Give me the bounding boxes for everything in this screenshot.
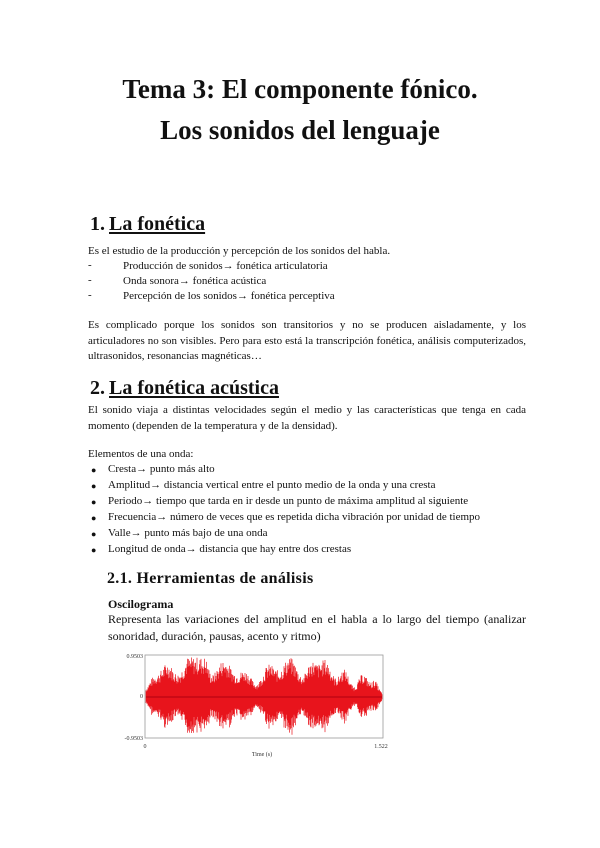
list-item: Longitud de onda→ distancia que hay entre dos crestas xyxy=(108,543,352,555)
oscilogram-description: Representa las variaciones del amplitud en el habla a lo largo del tiempo (analizar sonoridad, duración, pausas, acento y ritmo) xyxy=(108,612,526,643)
bullet-icon: ● xyxy=(91,513,97,523)
list-item: Frecuencia→ número de veces que es repetida dicha vibración por unidad de tiempo xyxy=(108,511,481,523)
bullet-icon: ● xyxy=(91,529,97,539)
bullet-icon: ● xyxy=(91,497,97,507)
list-dash: - xyxy=(88,259,92,271)
section1-number: 1. xyxy=(90,213,105,235)
waveform-trace xyxy=(146,658,382,735)
list-item: Amplitud→ distancia vertical entre el punto medio de la onda y una cresta xyxy=(108,479,436,491)
section1-heading xyxy=(90,214,205,234)
bullet-icon: ● xyxy=(91,481,97,491)
document-title-line1: Tema 3: El componente fónico. xyxy=(122,74,478,104)
list-item: Onda sonora→ fonética acústica xyxy=(123,275,267,287)
oscilogram-title: Oscilograma xyxy=(108,597,174,611)
list-item: Producción de sonidos→ fonética articulatoria xyxy=(123,260,328,272)
x-start-label: 0 xyxy=(143,744,147,750)
list-dash: - xyxy=(88,274,92,286)
y-max-label: 0.9503 xyxy=(126,654,143,660)
list-item: Cresta→ punto más alto xyxy=(108,463,215,475)
section2-title: La fonética acústica xyxy=(109,377,279,399)
section2-paragraph: El sonido viaja a distintas velocidades según el medio y las características que tenga en cada momento (dependen de la temperatura y de la densidad). xyxy=(88,404,526,432)
list-dash: - xyxy=(88,289,92,301)
x-end-label: 1.522 xyxy=(374,744,388,750)
list-item: Periodo→ tiempo que tarda en ir desde un punto de máxima amplitud al siguiente xyxy=(108,495,469,507)
subsection-heading: 2.1. Herramientas de análisis xyxy=(107,570,314,587)
list-item: Percepción de los sonidos→ fonética perceptiva xyxy=(123,290,335,302)
section1-paragraph: Es complicado porque los sonidos son transitorios y no se producen aisladamente, y los articuladores no son visibles. Pero para esto está la transcripción fonética, análisis computerizados, ultrasonidos, resonancias magnéticas… xyxy=(88,319,526,362)
list-item: Valle→ punto más bajo de una onda xyxy=(108,527,268,539)
section1-title: La fonética xyxy=(109,213,206,235)
y-min-label: -0.9503 xyxy=(124,736,143,742)
wave-elements-title: Elementos de una onda: xyxy=(88,448,194,460)
bullet-icon: ● xyxy=(91,545,97,555)
waveform-path xyxy=(146,658,382,735)
section2-heading xyxy=(90,378,279,398)
section2-number: 2. xyxy=(90,377,105,399)
section1-intro: Es el estudio de la producción y percepción de los sonidos del habla. xyxy=(88,245,391,257)
y-zero-label: 0 xyxy=(140,694,143,700)
document-title-line2: Los sonidos del lenguaje xyxy=(160,115,440,145)
bullet-icon: ● xyxy=(91,465,97,475)
x-axis-title: Time (s) xyxy=(251,752,273,758)
waveform-frame xyxy=(145,655,383,738)
